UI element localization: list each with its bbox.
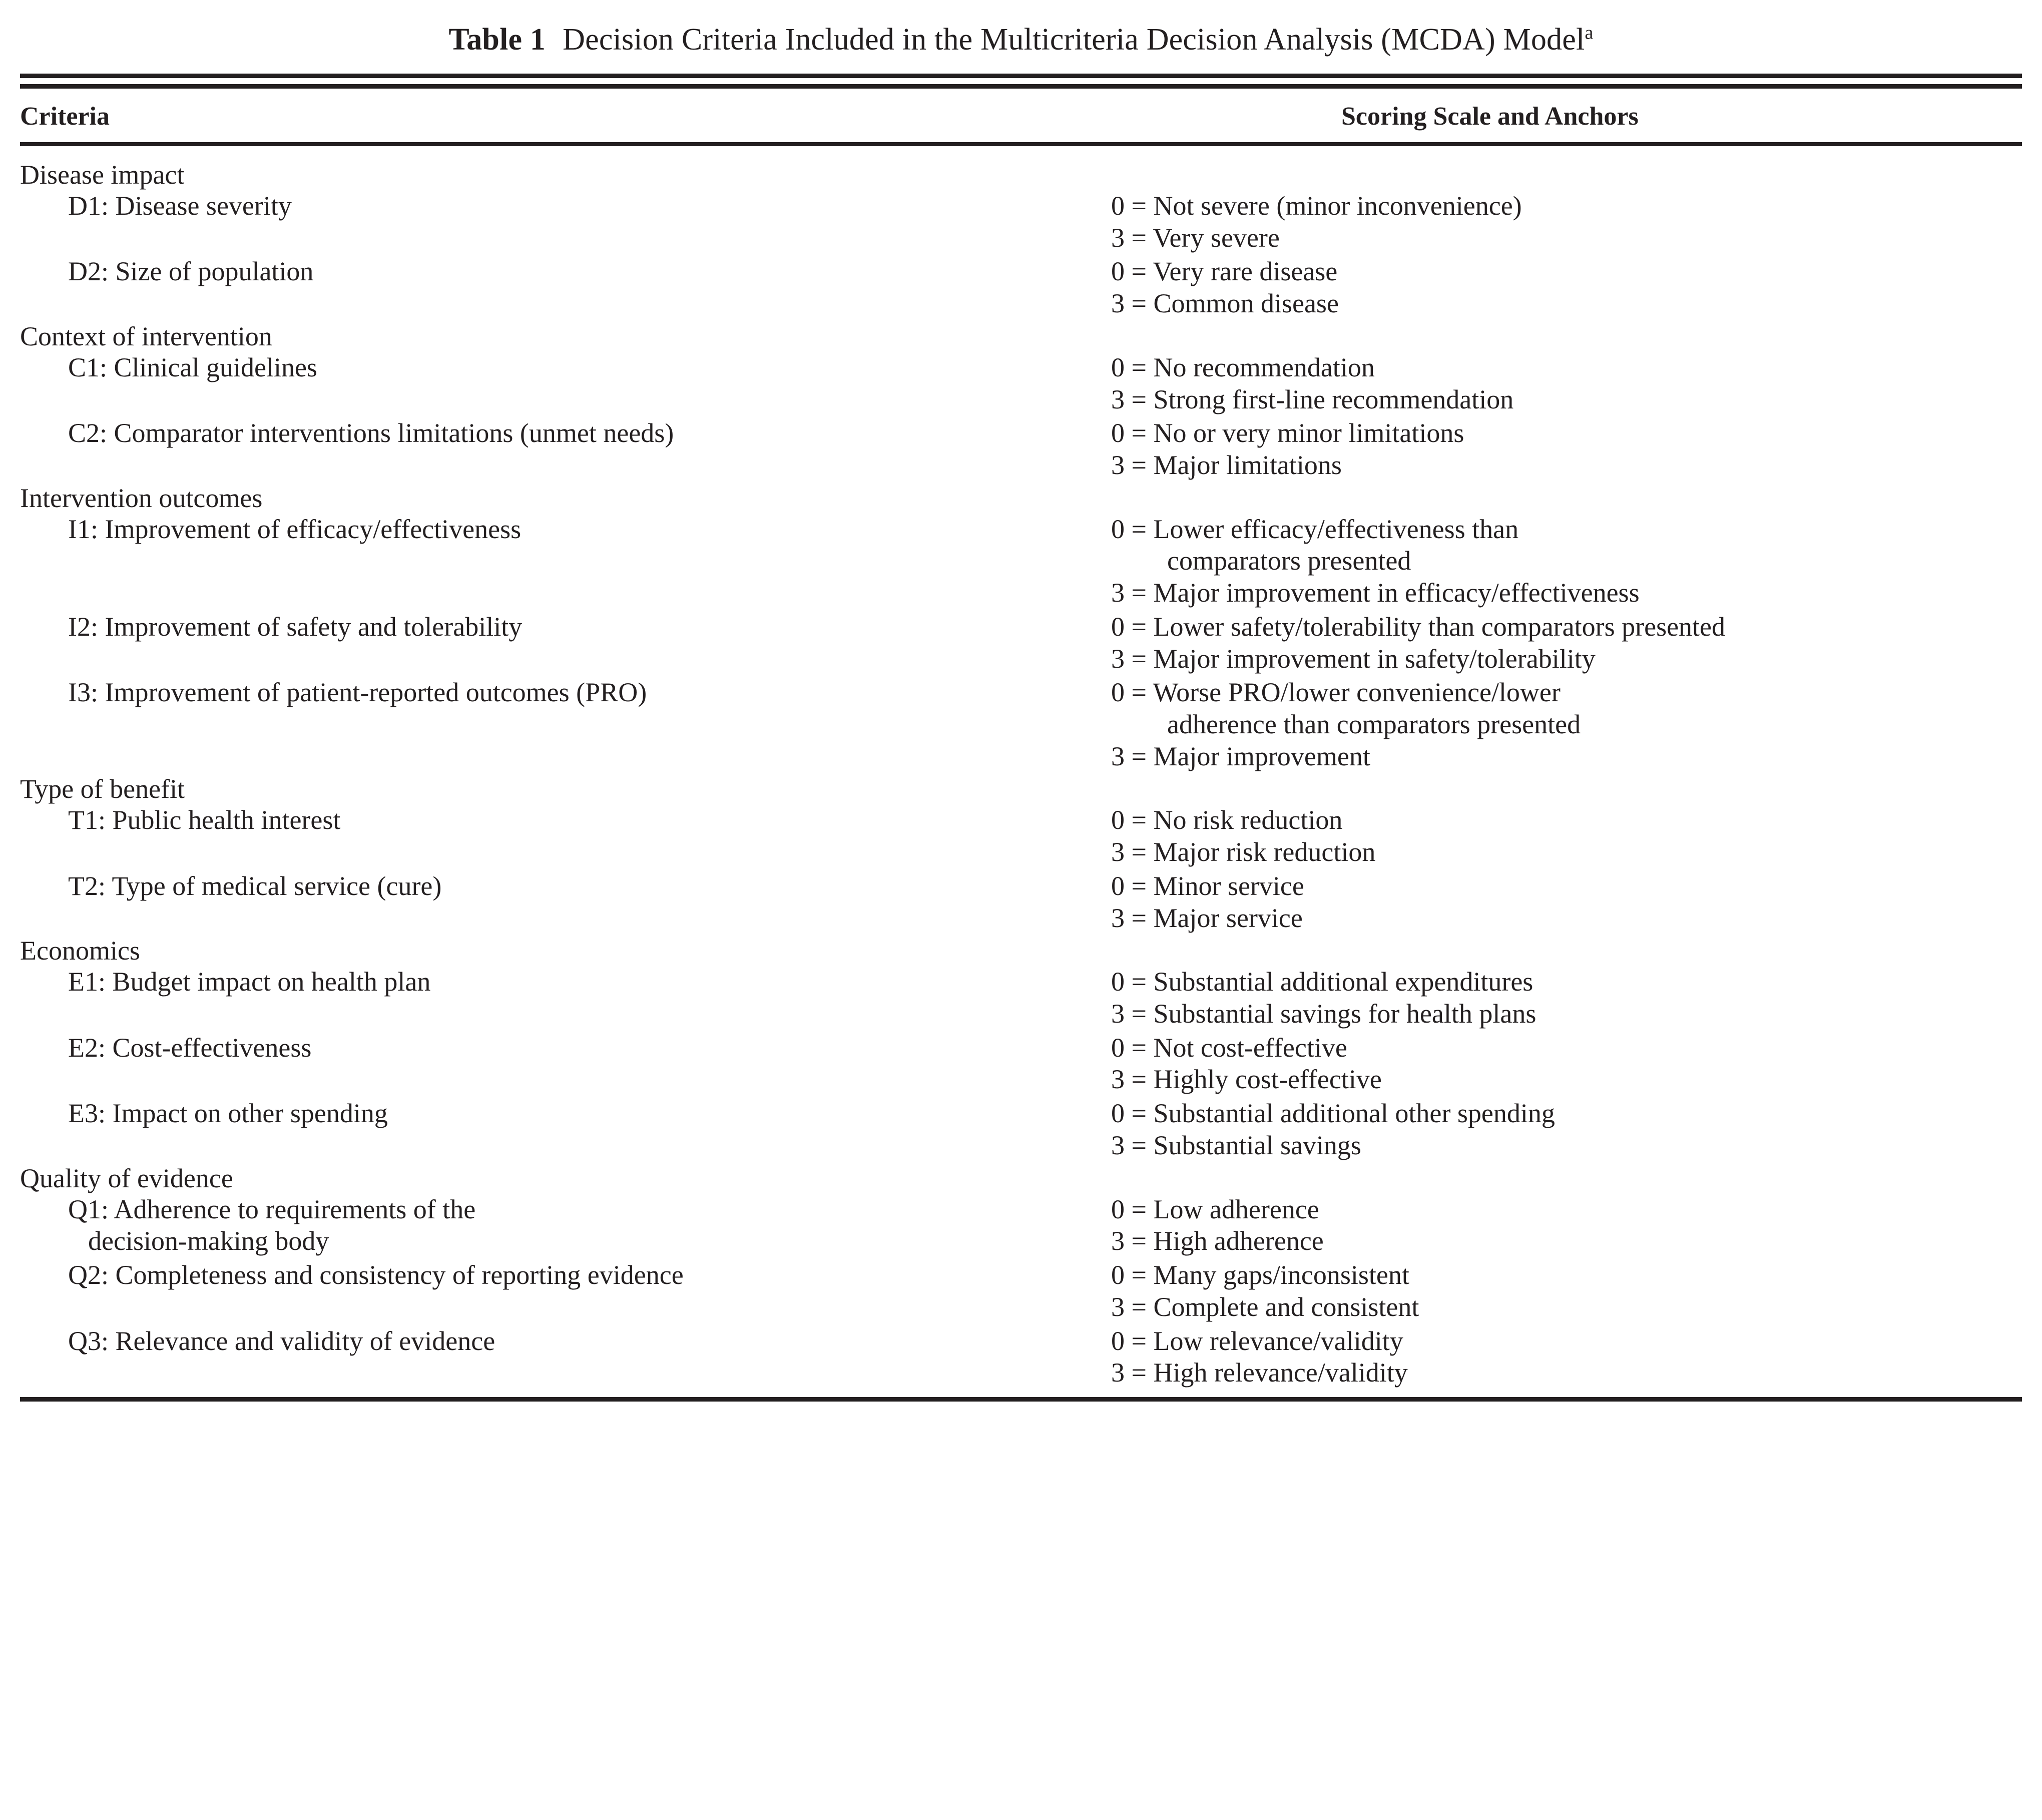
criterion-cell: [20, 352, 1111, 384]
anchor-line: 3 = High relevance/validity: [1111, 1357, 1408, 1388]
anchor-line: 3 = Major improvement in safety/tolerability: [1111, 643, 1596, 674]
table-title-text: Decision Criteria Included in the Multicriteria Decision Analysis (MCDA) Model: [563, 23, 1585, 57]
criterion-cell: [20, 256, 1111, 288]
criterion-label: Q3: Relevance and validity of evidence: [68, 1325, 495, 1356]
table-row: [20, 416, 2022, 482]
table-bottom-rule: [20, 1397, 2022, 1402]
section-heading: Disease impact: [20, 159, 185, 190]
criterion-label: I3: Improvement of patient-reported outcomes (PRO): [68, 677, 647, 708]
anchor-line: 0 = Substantial additional other spending: [1111, 1098, 1555, 1129]
anchor-line: 3 = Very severe: [1111, 222, 1280, 253]
table-number-label: Table 1: [448, 23, 546, 57]
criterion-cell: [20, 804, 1111, 836]
scoring-anchors-cell: [1111, 870, 2022, 934]
table-row: [20, 965, 2022, 1031]
table-row: [20, 1031, 2022, 1097]
table-row: [20, 803, 2022, 869]
anchor-line: 3 = Common disease: [1111, 288, 1339, 319]
anchor-line: 3 = Major limitations: [1111, 449, 1342, 480]
table-title-footnote-marker: a: [1585, 22, 1594, 44]
scoring-anchors-cell: [1111, 514, 2022, 609]
scoring-anchors-cell: [1111, 1194, 2022, 1257]
table-row: [20, 1258, 2022, 1324]
anchor-line: 0 = Not severe (minor inconvenience): [1111, 190, 1522, 221]
anchor-line: 3 = Major service: [1111, 902, 1303, 933]
criterion-cell: [20, 870, 1111, 902]
scoring-anchors-cell: [1111, 804, 2022, 868]
anchor-line: 0 = Substantial additional expenditures: [1111, 967, 1534, 997]
table-row: [20, 255, 2022, 320]
criterion-label: Q2: Completeness and consistency of reporting evidence: [68, 1260, 684, 1290]
column-header-scoring-scale: Scoring Scale and Anchors: [1341, 102, 1639, 131]
criterion-cell: [20, 677, 1111, 709]
table-row: [20, 1324, 2022, 1390]
scoring-anchors-cell: [1111, 417, 2022, 481]
section-heading: Quality of evidence: [20, 1163, 233, 1193]
table-header-row: [20, 89, 2022, 142]
anchor-line: 0 = Low adherence: [1111, 1194, 1319, 1224]
criterion-label: E2: Cost-effectiveness: [68, 1032, 312, 1063]
criterion-cell: [20, 966, 1111, 998]
criterion-label: E3: Impact on other spending: [68, 1098, 388, 1129]
anchor-line: 3 = Complete and consistent: [1111, 1291, 1419, 1322]
criterion-label: C2: Comparator interventions limitations (unmet needs): [68, 418, 674, 448]
table-row: [20, 869, 2022, 935]
anchor-line: 0 = Low relevance/validity: [1111, 1325, 1403, 1356]
anchor-line: 0 = No recommendation: [1111, 352, 1375, 382]
table-body: [20, 146, 2022, 1390]
criterion-cell: [20, 1194, 1111, 1257]
criterion-cell: [20, 1259, 1111, 1291]
scoring-anchors-cell: [1111, 1325, 2022, 1389]
criterion-cell: [20, 1325, 1111, 1357]
scoring-anchors-cell: [1111, 966, 2022, 1030]
anchor-line: 3 = Major risk reduction: [1111, 837, 1376, 867]
criterion-label: D1: Disease severity: [68, 190, 292, 221]
table-row: [20, 676, 2022, 773]
criterion-label: C1: Clinical guidelines: [68, 352, 317, 382]
criterion-label: E1: Budget impact on health plan: [68, 967, 431, 997]
scoring-anchors-cell: [1111, 352, 2022, 415]
anchor-line: 3 = Strong first-line recommendation: [1111, 384, 1514, 414]
scoring-anchors-cell: [1111, 1098, 2022, 1161]
table-top-double-rule: [20, 74, 2022, 89]
criterion-label: I2: Improvement of safety and tolerability: [68, 611, 523, 642]
anchor-line-continuation: comparators presented: [1167, 546, 1411, 576]
column-header-criteria: Criteria: [20, 102, 110, 131]
criterion-cell: [20, 1032, 1111, 1064]
scoring-anchors-cell: [1111, 1032, 2022, 1096]
scoring-anchors-cell: [1111, 256, 2022, 319]
table-caption: [20, 0, 2022, 74]
table-row: [20, 351, 2022, 416]
anchor-line: 0 = Many gaps/inconsistent: [1111, 1260, 1409, 1290]
scoring-anchors-cell: [1111, 1259, 2022, 1323]
anchor-line: 0 = No risk reduction: [1111, 805, 1343, 835]
criterion-cell: [20, 1098, 1111, 1130]
anchor-line: 0 = Lower efficacy/effectiveness than: [1111, 514, 1519, 544]
scoring-anchors-cell: [1111, 190, 2022, 254]
scoring-anchors-cell: [1111, 611, 2022, 675]
section-heading: Economics: [20, 936, 140, 966]
criterion-label-continuation: decision-making body: [88, 1226, 329, 1256]
criterion-label: D2: Size of population: [68, 256, 314, 287]
anchor-line: 3 = Substantial savings: [1111, 1130, 1361, 1160]
criterion-cell: [20, 514, 1111, 546]
anchor-line: 0 = Very rare disease: [1111, 256, 1338, 287]
criterion-label: T1: Public health interest: [68, 805, 341, 835]
anchor-line: 3 = High adherence: [1111, 1226, 1324, 1256]
anchor-line-continuation: adherence than comparators presented: [1167, 709, 1581, 740]
anchor-line: 0 = Not cost-effective: [1111, 1032, 1347, 1063]
section-heading: Context of intervention: [20, 321, 272, 351]
table-row: [20, 1193, 2022, 1258]
table-row: [20, 610, 2022, 676]
anchor-line: 0 = No or very minor limitations: [1111, 418, 1464, 448]
criterion-cell: [20, 611, 1111, 643]
anchor-line: 3 = Major improvement in efficacy/effectiveness: [1111, 578, 1640, 608]
anchor-line: 0 = Lower safety/tolerability than comparators presented: [1111, 611, 1726, 642]
anchor-line: 3 = Highly cost-effective: [1111, 1064, 1382, 1095]
criterion-cell: [20, 190, 1111, 222]
table-header-rule: [20, 142, 2022, 146]
anchor-line: 0 = Minor service: [1111, 870, 1304, 901]
criterion-label: I1: Improvement of efficacy/effectiveness: [68, 514, 522, 544]
anchor-line: 3 = Major improvement: [1111, 741, 1370, 771]
table-row: [20, 513, 2022, 610]
criterion-label: Q1: Adherence to requirements of the: [68, 1194, 476, 1224]
criterion-cell: [20, 417, 1111, 449]
criterion-label: T2: Type of medical service (cure): [68, 870, 442, 901]
section-heading: Intervention outcomes: [20, 483, 263, 513]
section-heading: Type of benefit: [20, 774, 185, 804]
table-row: [20, 189, 2022, 255]
table-row: [20, 1097, 2022, 1162]
anchor-line: 0 = Worse PRO/lower convenience/lower: [1111, 677, 1561, 708]
scoring-anchors-cell: [1111, 677, 2022, 772]
anchor-line: 3 = Substantial savings for health plans: [1111, 999, 1537, 1029]
